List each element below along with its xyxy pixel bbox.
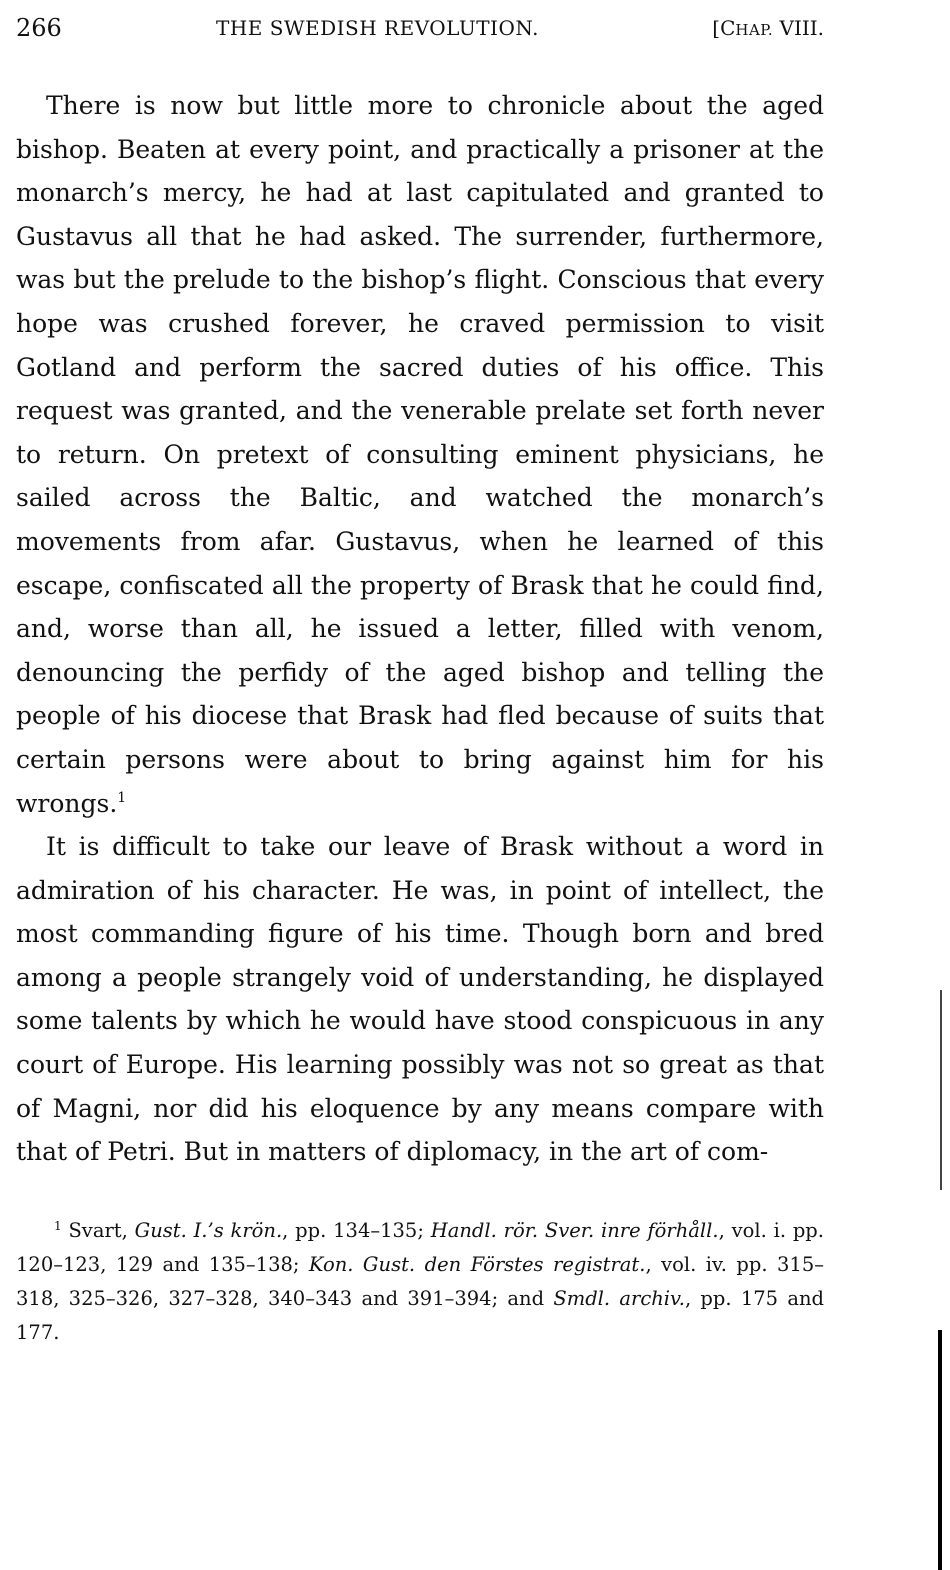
footnote-1 (16, 1214, 824, 1350)
chapter-number: VIII. (773, 16, 824, 40)
chapter-label: HAP. (735, 21, 774, 39)
paragraph-1-text: There is now but little more to chronicle about the aged bishop. Beaten at every point, and practically a prisoner at the monarch’s mercy, he had at last capitulated and granted to Gustavus all that he had asked. The surrender, furthermore, was but the prelude to the bishop’s flight. Conscious that every hope was crushed forever, he craved permission to visit Gotland and perform the sacred duties of his office. This request was granted, and the venerable prelate set forth never to return. On pretext of consulting eminent physicians, he sailed across the Baltic, and watched the monarch’s movements from afar. Gustavus, when he learned of this escape, confiscated all the property of Brask that he could find, and, worse than all, he issued a letter, filled with venom, denouncing the perfidy of the aged bishop and telling the people of his diocese that Brask had fled because of suits that certain persons were about to bring against him for his wrongs. (16, 91, 824, 818)
page-edge-line (938, 1330, 942, 1570)
book-page (16, 8, 824, 1350)
citation-text: , vol. i. pp. 120–123, 129 and 135–138; (16, 1218, 824, 1276)
footnote-text (16, 1219, 824, 1344)
footnote-reference[interactable]: 1 (117, 789, 127, 806)
chapter-reference (712, 8, 824, 50)
running-head (16, 8, 824, 48)
page-edge-line (940, 990, 942, 1190)
citation-text: , vol. iv. pp. 315–318, 325–326, 327–328, 340–343 and 391–394; and (16, 1252, 824, 1310)
paragraph-2-text: It is difficult to take our leave of Brask without a word in admiration of his character. He was, in point of intellect, the most commanding figure of his time. Though born and bred among a people strangely void of understanding, he displayed some talents by which he would have stood conspicuous in any court of Europe. His learning possibly was not so great as that of Magni, nor did his eloquence by any means compare with that of Petri. But in matters of diplomacy, in the art of com- (16, 832, 824, 1167)
citation-title: Gust. I.’s krön. (134, 1218, 283, 1242)
running-title: THE SWEDISH REVOLUTION. (216, 16, 539, 40)
footnote-mark: 1 (54, 1218, 62, 1233)
citation-title: Smdl. archiv. (553, 1286, 685, 1310)
chapter-prefix: [C (712, 16, 736, 40)
paragraph-2 (16, 825, 824, 1174)
citation-text: , pp. 175 and 177. (16, 1286, 824, 1344)
citation-title: Kon. Gust. den Förstes registrat. (308, 1252, 646, 1276)
paragraph-1 (16, 84, 824, 825)
page-number: 266 (16, 14, 62, 42)
citation-text: Svart, (68, 1218, 135, 1242)
citation-text: , pp. 134–135; (282, 1218, 431, 1242)
body-text (16, 84, 824, 1174)
citation-title: Handl. rör. Sver. inre förhåll. (430, 1218, 719, 1242)
footnotes (16, 1214, 824, 1350)
